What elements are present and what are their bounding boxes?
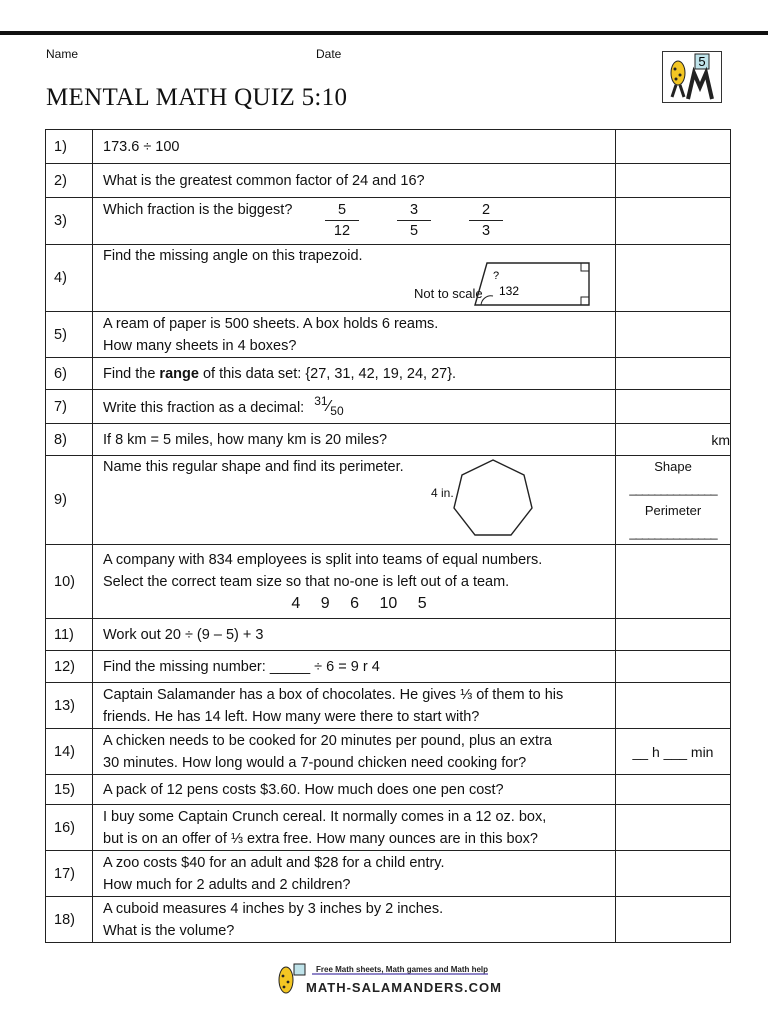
footer-brand[interactable]: MATH-SALAMANDERS.COM [306,980,502,995]
question-text: 173.6 ÷ 100 [93,130,616,164]
salamander-logo-icon [662,51,722,103]
team-size-options [103,593,615,615]
fraction-numerator: 31 [314,394,328,409]
answer-box[interactable] [616,729,731,775]
question-text: Name this regular shape and find its perimeter. [103,459,404,475]
fraction-option: $\frac{5}{12}$ [325,200,359,241]
option[interactable]: 5 [417,594,427,612]
question-line: How many sheets in 4 boxes? [103,337,297,354]
answer-box[interactable] [616,545,731,619]
question-row-16 [46,805,731,851]
answer-unit: km [711,431,730,448]
question-number: 13) [46,683,93,729]
question-row-6 [46,358,731,390]
question-number: 14) [46,729,93,775]
answer-line: ______________ [629,481,717,496]
answer-box[interactable] [616,683,731,729]
answer-box[interactable] [616,619,731,651]
question-text: Find the range of this data set: {27, 31, 42, 19, 24, 27}. [93,358,616,390]
fraction-denominator: 50 [330,404,344,419]
answer-box[interactable] [616,424,731,456]
question-line: How much for 2 adults and 2 children? [103,876,351,893]
question-row-18 [46,897,731,943]
answer-box[interactable] [616,775,731,805]
answer-box[interactable] [616,897,731,943]
question-number: 8) [46,424,93,456]
question-row-1 [46,130,731,164]
answer-box[interactable] [616,651,731,683]
quiz-table [45,129,731,943]
question-row-2 [46,164,731,198]
answer-box[interactable] [616,198,731,245]
question-text: Find the missing number: _____ ÷ 6 = 9 r 4 [93,651,616,683]
question-number: 9) [46,456,93,545]
question-line: friends. He has 14 left. How many were there to start with? [103,708,480,725]
question-line: A ream of paper is 500 sheets. A box holds 6 reams. [103,315,439,332]
question-line: Select the correct team size so that no-one is left out of a team. [103,573,510,590]
answer-box[interactable] [616,245,731,312]
question-line: What is the volume? [103,922,235,939]
option[interactable]: 6 [350,594,359,612]
answer-box[interactable] [616,312,731,358]
question-line: Captain Salamander has a box of chocolates. He gives ⅓ of them to his [103,686,564,703]
question-row-15 [46,775,731,805]
question-row-13 [46,683,731,729]
question-number: 12) [46,651,93,683]
question-number: 4) [46,245,93,312]
question-text: What is the greatest common factor of 24 and 16? [93,164,616,198]
answer-line: ______________ [629,525,717,540]
question-line: A cuboid measures 4 inches by 3 inches by 2 inches. [103,900,444,917]
question-number: 15) [46,775,93,805]
answer-box[interactable] [616,390,731,424]
question-number: 17) [46,851,93,897]
shape-label: Shape [654,459,692,474]
question-row-14 [46,729,731,775]
question-row-7 [46,390,731,424]
question-number: 6) [46,358,93,390]
date-label: Date [316,47,342,61]
question-text: Find the missing angle on this trapezoid. [103,248,363,264]
page-title: MENTAL MATH QUIZ 5:10 [46,84,348,111]
option[interactable]: 10 [379,594,398,612]
question-row-12 [46,651,731,683]
answer-box[interactable] [616,851,731,897]
question-number: 2) [46,164,93,198]
question-line: I buy some Captain Crunch cereal. It normally comes in a 12 oz. box, [103,808,547,825]
question-text: If 8 km = 5 miles, how many km is 20 miles? [93,424,616,456]
question-row-8 [46,424,731,456]
question-text: A pack of 12 pens costs $3.60. How much does one pen cost? [93,775,616,805]
fraction-option: $\frac{3}{5}$ [397,200,431,241]
option[interactable]: 4 [291,594,301,612]
question-row-11 [46,619,731,651]
not-to-scale-note: Not to scale [414,286,483,301]
question-row-10 [46,545,731,619]
name-label: Name [46,47,79,61]
question-row-4 [46,245,731,312]
range-keyword: range [159,365,199,382]
question-line: but is on an offer of ⅓ extra free. How many ounces are in this box? [103,830,538,847]
logo-badge-text: 5 [698,54,706,69]
question-number: 10) [46,545,93,619]
question-number: 11) [46,619,93,651]
question-number: 5) [46,312,93,358]
option[interactable]: 9 [320,594,330,612]
question-number: 1) [46,130,93,164]
question-number: 7) [46,390,93,424]
perimeter-label: Perimeter [644,503,702,518]
question-line: A zoo costs $40 for an adult and $28 for a child entry. [103,854,445,871]
question-text: Write this fraction as a decimal: $^{31}⁄_{50}$ [93,390,616,424]
question-row-3 [46,198,731,245]
question-line: A company with 834 employees is split into teams of equal numbers. [103,551,543,568]
question-number: 16) [46,805,93,851]
answer-box[interactable] [616,164,731,198]
question-number: 3) [46,198,93,245]
question-number: 18) [46,897,93,943]
question-line: 30 minutes. How long would a 7-pound chicken need cooking for? [103,754,527,771]
unknown-angle-label: ? [493,270,500,282]
fraction-option: $\frac{2}{3}$ [469,200,503,241]
question-text: Which fraction is the biggest? [103,202,293,218]
question-line: A chicken needs to be cooked for 20 minutes per pound, plus an extra [103,732,552,749]
top-rule [0,31,768,35]
answer-box[interactable] [616,130,731,164]
footer-tagline: Free Math sheets, Math games and Math help [316,965,489,974]
answer-box[interactable] [616,805,731,851]
time-answer-format: __ h ___ min [632,743,714,760]
question-row-5 [46,312,731,358]
angle-label: 132 [499,284,520,298]
heptagon-diagram [451,458,535,542]
answer-box[interactable] [616,358,731,390]
question-row-9 [46,456,731,545]
question-row-17 [46,851,731,897]
trapezoid-diagram [473,249,605,309]
side-length-label: 4 in. [431,486,454,500]
answer-box[interactable] [616,456,731,545]
question-text: Work out 20 ÷ (9 – 5) + 3 [93,619,616,651]
